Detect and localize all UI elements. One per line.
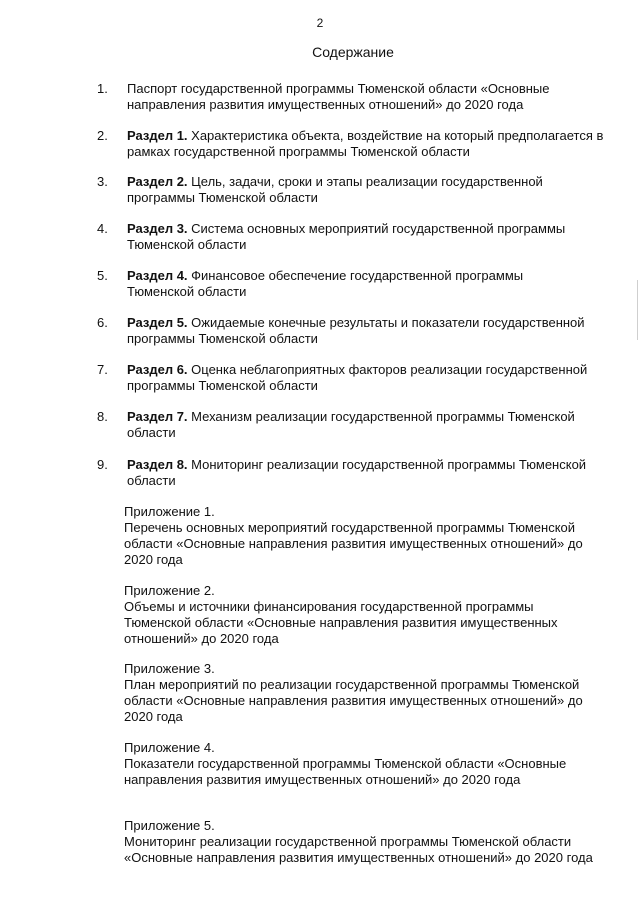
toc-item-section: Раздел 5.: [127, 315, 188, 330]
annex-item: [124, 661, 610, 725]
toc-item-title: Ожидаемые конечные результаты и показатели государственной программы Тюменской области: [127, 315, 585, 346]
toc-item-number: 9.: [97, 457, 108, 472]
toc-item-section: Раздел 3.: [127, 221, 188, 236]
toc-item-title: Финансовое обеспечение государственной программы Тюменской области: [127, 268, 524, 299]
annex-title: План мероприятий по реализации государственной программы Тюменской области «Основные направления развития имущественных отношений» до 2020 года: [124, 677, 583, 724]
toc-item-title: Механизм реализации государственной программы Тюменской области: [127, 409, 575, 440]
annex-item: [124, 818, 610, 866]
toc-item-title: Паспорт государственной программы Тюменской области «Основные направления развития имущественных отношений» до 2020 года: [127, 81, 550, 112]
toc-item-section: Раздел 2.: [127, 174, 188, 189]
toc-item-title: Характеристика объекта, воздействие на который предполагается в рамках государственной программы Тюменской области: [127, 128, 604, 159]
toc-item-section: Раздел 6.: [127, 362, 188, 377]
toc-item-title: Система основных мероприятий государственной программы Тюменской области: [127, 221, 566, 252]
annex-item: [124, 740, 610, 788]
scan-edge-mark: [637, 280, 638, 340]
annex-heading: Приложение 4.: [124, 740, 215, 755]
toc-item-title: Оценка неблагоприятных факторов реализации государственной программы Тюменской области: [127, 362, 588, 393]
toc-item-title: Цель, задачи, сроки и этапы реализации государственной программы Тюменской области: [127, 174, 543, 205]
toc-item-number: 4.: [97, 221, 108, 236]
toc-item-text: [127, 409, 609, 441]
toc-item-text: [127, 457, 609, 489]
annex-title: Показатели государственной программы Тюменской области «Основные направления развития имущественных отношений» до 2020 года: [124, 756, 567, 787]
toc-item-section: Раздел 8.: [127, 457, 188, 472]
annex-title: Объемы и источники финансирования государственной программы Тюменской области «Основные направления развития имущественных отношений» до 2020 года: [124, 599, 558, 646]
toc-item-number: 3.: [97, 174, 108, 189]
toc-item-number: 2.: [97, 128, 108, 143]
annex-heading: Приложение 2.: [124, 583, 215, 598]
annex-heading: Приложение 1.: [124, 504, 215, 519]
toc-item-section: Раздел 7.: [127, 409, 188, 424]
annex-item: [124, 504, 610, 568]
toc-item-number: 5.: [97, 268, 108, 283]
toc-item-text: [127, 268, 557, 300]
annex-item: [124, 583, 610, 647]
toc-item-section: Раздел 4.: [127, 268, 188, 283]
toc-item-number: 1.: [97, 81, 108, 96]
page-title: Содержание: [312, 44, 394, 60]
toc-item-text: [127, 315, 609, 347]
toc-item-title: Мониторинг реализации государственной программы Тюменской области: [127, 457, 587, 488]
annex-title: Мониторинг реализации государственной программы Тюменской области «Основные направления развития имущественных отношений» до 2020 года: [124, 834, 593, 865]
toc-item-section: Раздел 1.: [127, 128, 188, 143]
toc-item-text: [127, 221, 609, 253]
annex-heading: Приложение 5.: [124, 818, 215, 833]
annex-title: Перечень основных мероприятий государственной программы Тюменской области «Основные направления развития имущественных отношений» до 2020 года: [124, 520, 583, 567]
toc-item-number: 6.: [97, 315, 108, 330]
page-number: 2: [316, 16, 324, 30]
toc-item-text: [127, 128, 609, 160]
toc-item-text: [127, 362, 609, 394]
toc-item-number: 7.: [97, 362, 108, 377]
toc-item-text: [127, 174, 609, 206]
toc-item-number: 8.: [97, 409, 108, 424]
annex-heading: Приложение 3.: [124, 661, 215, 676]
toc-item-text: [127, 81, 609, 113]
